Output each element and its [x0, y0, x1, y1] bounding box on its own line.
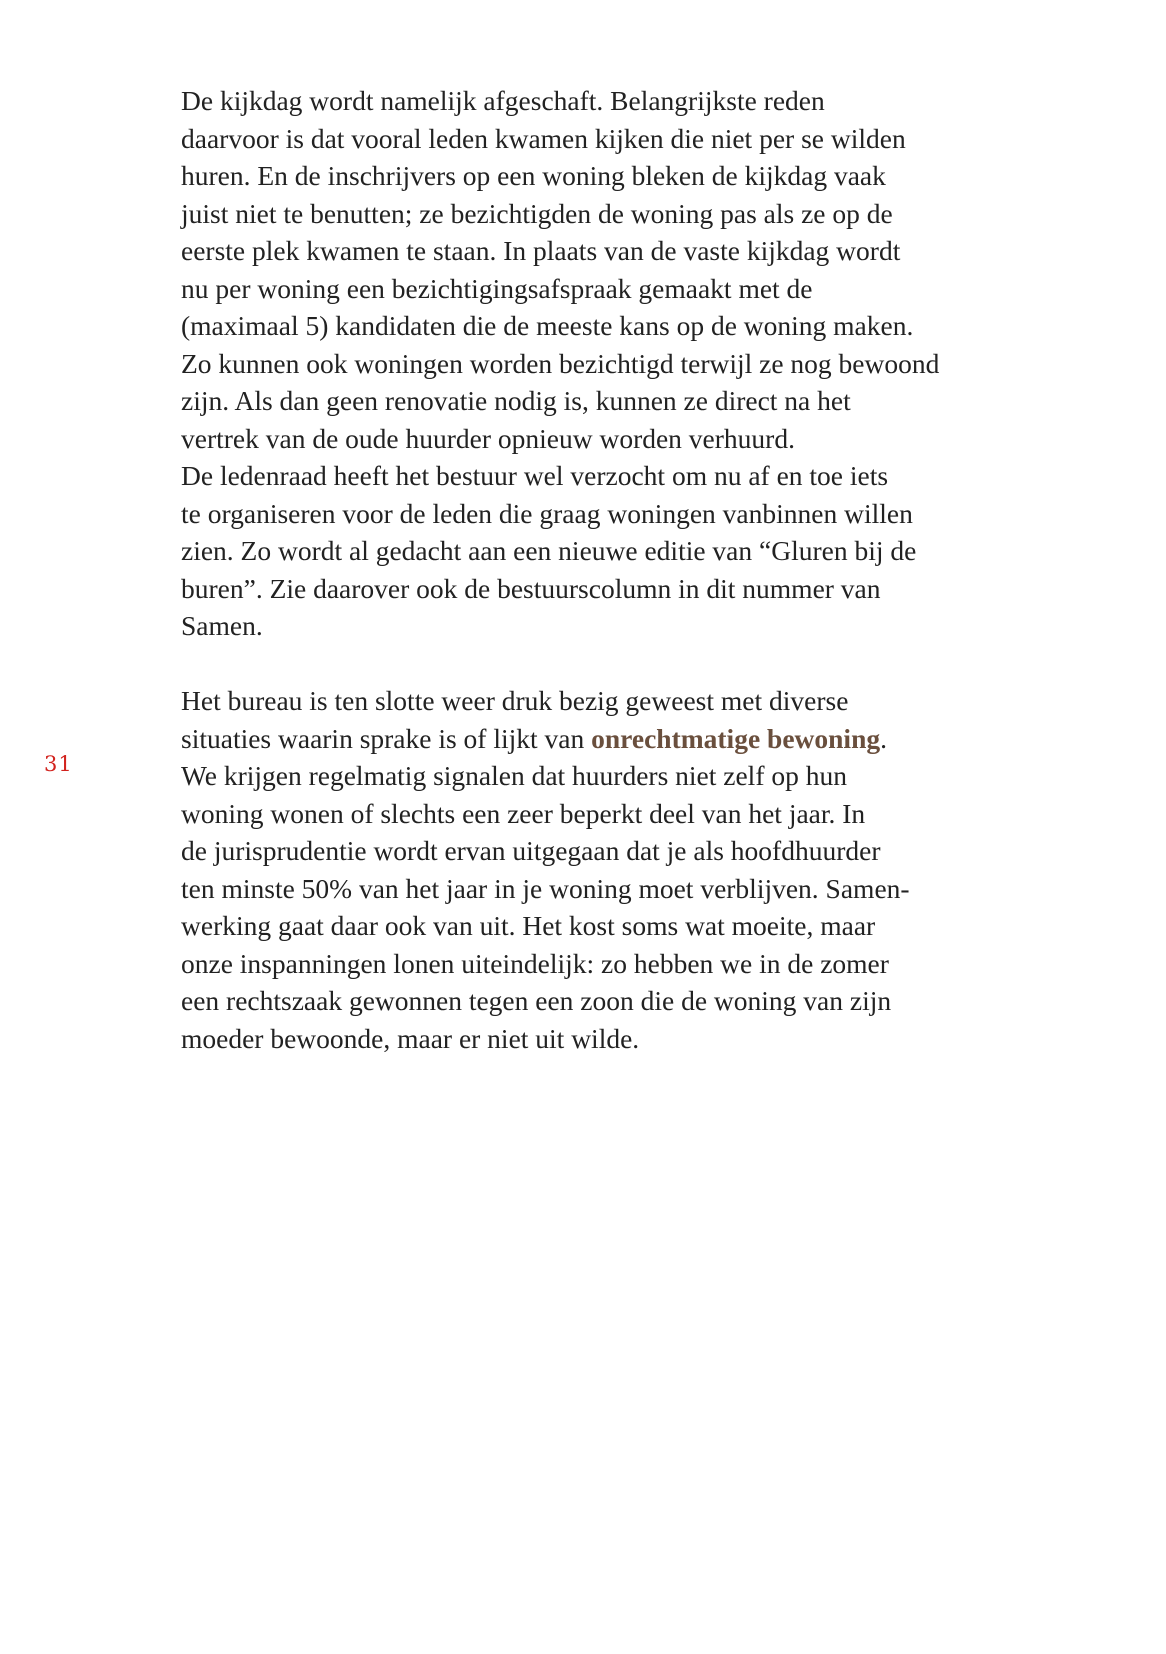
text-line: Het bureau is ten slotte weer druk bezig geweest met diverse	[181, 685, 849, 716]
text-line: de jurisprudentie wordt ervan uitgegaan dat je als hoofdhuurder	[181, 835, 881, 866]
text-line: woning wonen of slechts een zeer beperkt deel van het jaar. In	[181, 797, 866, 829]
paragraph-onrechtmatige-bewoning	[181, 682, 1061, 1057]
text-line: eerste plek kwamen te staan. In plaats van de vaste kijkdag wordt	[181, 235, 901, 266]
text-line: De ledenraad heeft het bestuur wel verzocht om nu af en toe iets	[181, 460, 889, 491]
text-line	[181, 720, 1061, 758]
text-line: buren”. Zie daarover ook de bestuurscolumn in dit nummer van	[181, 572, 881, 604]
paragraph-kijkdag	[181, 82, 1061, 457]
article-body	[181, 82, 1061, 1057]
text-line: Samen.	[181, 610, 263, 641]
page-number: 31	[44, 752, 73, 776]
text-segment: situaties waarin sprake is of lijkt van	[181, 722, 592, 754]
paragraph-ledenraad	[181, 457, 1061, 645]
text-line: onze inspanningen lonen uiteindelijk: zo hebben we in de zomer	[181, 947, 889, 979]
text-line: zien. Zo wordt al gedacht aan een nieuwe editie van “Gluren bij de	[181, 535, 917, 566]
highlighted-term: onrechtmatige bewoning	[591, 722, 881, 754]
text-line: moeder bewoonde, maar er niet uit wilde.	[181, 1022, 640, 1054]
text-line: (maximaal 5) kandidaten die de meeste kans op de woning maken.	[181, 310, 914, 341]
text-line: nu per woning een bezichtigingsafspraak gemaakt met de	[181, 272, 813, 304]
text-line: juist niet te benutten; ze bezichtigden de woning pas als ze op de	[181, 197, 893, 229]
text-line: vertrek van de oude huurder opnieuw worden verhuurd.	[181, 422, 795, 454]
text-line: zijn. Als dan geen renovatie nodig is, kunnen ze direct na het	[181, 385, 851, 416]
text-line: huren. En de inschrijvers op een woning bleken de kijkdag vaak	[181, 160, 886, 191]
text-line: De kijkdag wordt namelijk afgeschaft. Belangrijkste reden	[181, 85, 825, 116]
text-line: te organiseren voor de leden die graag woningen vanbinnen willen	[181, 497, 913, 529]
text-line: een rechtszaak gewonnen tegen een zoon die de woning van zijn	[181, 985, 892, 1016]
text-line: Zo kunnen ook woningen worden bezichtigd terwijl ze nog bewoond	[181, 347, 940, 379]
text-line: ten minste 50% van het jaar in je woning moet verblijven. Samen-	[181, 872, 910, 904]
text-line: werking gaat daar ook van uit. Het kost soms wat moeite, maar	[181, 910, 876, 941]
text-line: We krijgen regelmatig signalen dat huurders niet zelf op hun	[181, 760, 847, 791]
text-line: daarvoor is dat vooral leden kwamen kijken die niet per se wilden	[181, 122, 906, 154]
text-segment: .	[880, 722, 887, 754]
